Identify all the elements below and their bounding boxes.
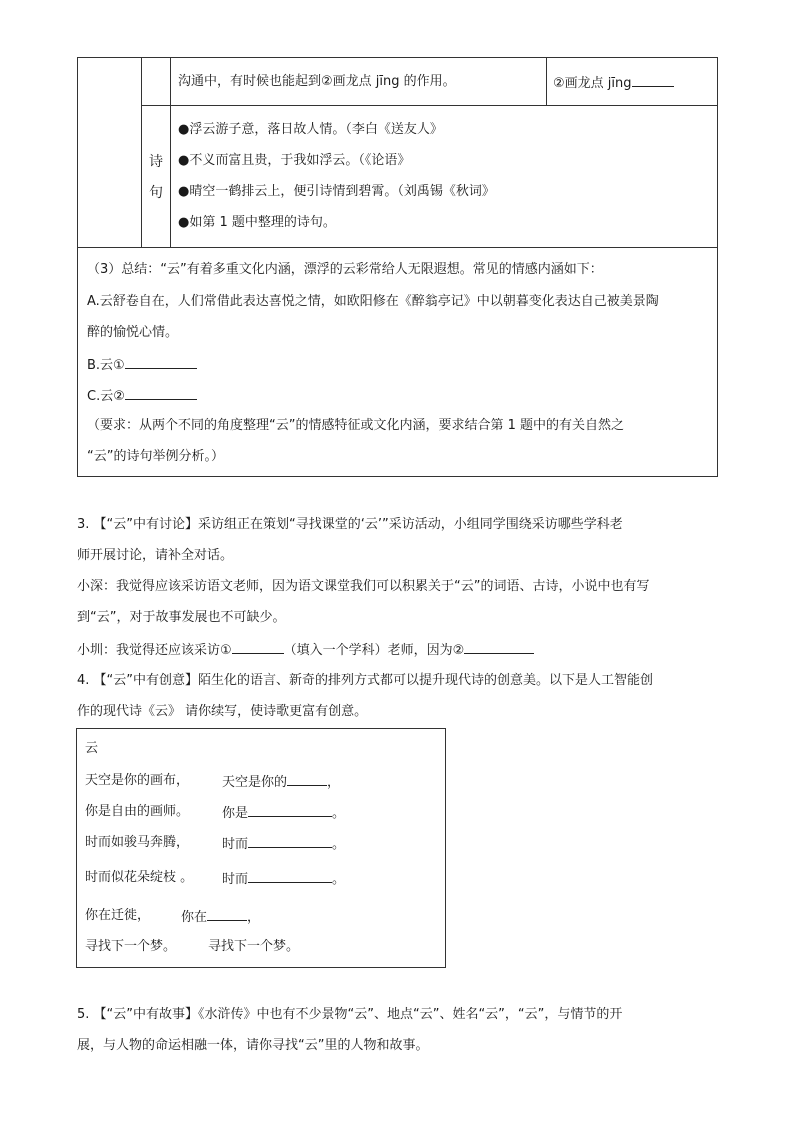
answer-blank[interactable] xyxy=(248,803,332,817)
table-row1-text: 沟通中，有时候也能起到②画龙点 jīng 的作用。 xyxy=(178,74,456,89)
table-right-border xyxy=(717,57,718,477)
table-top-border xyxy=(77,57,718,58)
table-row1-answer-label: ②画龙点 jīng xyxy=(553,76,632,91)
poem-right-line xyxy=(222,772,340,792)
q3-line: 3. 【“云”中有讨论】采访组正在策划“寻找课堂的‘云’”采访活动，小组同学围绕采访哪些学科老 xyxy=(77,517,623,532)
poem-right-suffix: 。 xyxy=(332,837,346,852)
poem-line: ●晴空一鹤排云上，便引诗情到碧霄。（刘禹锡《秋词》 xyxy=(178,184,495,199)
summary-line: 醉的愉悦心情。 xyxy=(87,325,179,340)
answer-blank[interactable] xyxy=(248,834,332,848)
table-row-divider-1 xyxy=(141,105,718,106)
answer-blank[interactable] xyxy=(287,772,327,786)
table-bottom-border xyxy=(77,476,718,477)
q3-line5b: （填入一个学科）老师，因为② xyxy=(283,643,465,658)
answer-blank[interactable] xyxy=(125,355,197,369)
poem-left-line: 你是自由的画师。 xyxy=(85,804,190,819)
poem-right-text: 你是 xyxy=(222,806,249,821)
summary-line: （要求：从两个不同的角度整理“云”的情感特征或文化内涵，要求结合第 1 题中的有关自然之 xyxy=(87,418,625,433)
poem-right-text: 时而 xyxy=(222,872,249,887)
poem-right-suffix: 。 xyxy=(332,806,346,821)
table-row1-answer xyxy=(553,73,674,93)
poem-right-text: 时而 xyxy=(222,837,249,852)
q3-line: 小深：我觉得应该采访语文老师，因为语文课堂我们可以积累关于“云”的词语、古诗，小说中也有写 xyxy=(77,579,650,594)
summary-line: （3）总结：“云”有着多重文化内涵，漂浮的云彩常给人无限遐想。常见的情感内涵如下： xyxy=(87,262,603,277)
q5-line: 5. 【“云”中有故事】《水浒传》中也有不少景物“云”、地点“云”、姓名“云”，“云”，与情节的开 xyxy=(77,1007,623,1022)
table-row-divider-2 xyxy=(77,247,718,248)
poem-right-line xyxy=(222,834,345,854)
poem-right-suffix: ， xyxy=(327,775,341,790)
table-left-border xyxy=(77,57,78,477)
poem-right-line xyxy=(222,803,345,823)
q3-line5 xyxy=(77,640,534,660)
summary-line-c xyxy=(87,386,197,406)
answer-blank[interactable] xyxy=(125,386,197,400)
poem-line: ●不义而富且贵，于我如浮云。（《论语》 xyxy=(178,153,411,168)
poem-left-line: 你在迁徙， xyxy=(85,908,151,923)
answer-blank[interactable] xyxy=(464,640,534,654)
poem-left-line: 时而似花朵绽枝 。 xyxy=(85,870,194,885)
table-col-divider-1 xyxy=(141,57,142,247)
poem-label-1: 诗 xyxy=(149,154,163,170)
poem-right-suffix: ， xyxy=(247,910,261,925)
poem-right-line xyxy=(222,869,345,889)
summary-b-label: B.云① xyxy=(87,358,125,373)
poem-right-suffix: 。 xyxy=(332,872,346,887)
summary-line-b xyxy=(87,355,197,375)
answer-blank[interactable] xyxy=(207,907,247,921)
poem-title: 云 xyxy=(85,741,99,756)
q4-line: 作的现代诗《云》 请你续写，使诗歌更富有创意。 xyxy=(77,704,368,719)
answer-blank[interactable] xyxy=(632,73,674,87)
poem-left-line: 寻找下一个梦。 xyxy=(85,939,177,954)
table-col-divider-2 xyxy=(170,57,171,247)
poem-right-line xyxy=(181,907,260,927)
table-col-divider-3 xyxy=(546,57,547,105)
poem-left-line: 时而如骏马奔腾， xyxy=(85,835,190,850)
poem-left-line: 天空是你的画布， xyxy=(85,773,190,788)
summary-line: “云”的诗句举例分析。） xyxy=(87,449,224,464)
answer-blank[interactable] xyxy=(232,640,284,654)
poem-label-2: 句 xyxy=(149,185,163,201)
poem-line: ●浮云游子意，落日故人情。（李白《送友人》 xyxy=(178,122,443,137)
q3-line: 师开展讨论，请补全对话。 xyxy=(77,548,234,563)
poem-right-text: 天空是你的 xyxy=(222,775,288,790)
poem-line: ●如第 1 题中整理的诗句。 xyxy=(178,215,336,230)
q4-line: 4. 【“云”中有创意】陌生化的语言、新奇的排列方式都可以提升现代诗的创意美。以下是人工智能创 xyxy=(77,673,654,688)
q5-line: 展，与人物的命运相融一体，请你寻找“云”里的人物和故事。 xyxy=(77,1038,429,1053)
q3-line5a: 小圳：我觉得还应该采访① xyxy=(77,643,232,658)
poem-right-text: 你在 xyxy=(181,910,208,925)
answer-blank[interactable] xyxy=(248,869,332,883)
summary-c-label: C.云② xyxy=(87,389,125,404)
poem-right-line: 寻找下一个梦。 xyxy=(208,939,300,954)
summary-line: A.云舒卷自在，人们常借此表达喜悦之情，如欧阳修在《醉翁亭记》中以朝暮变化表达自己被美景陶 xyxy=(87,294,659,309)
q3-line: 到“云”，对于故事发展也不可缺少。 xyxy=(77,610,286,625)
